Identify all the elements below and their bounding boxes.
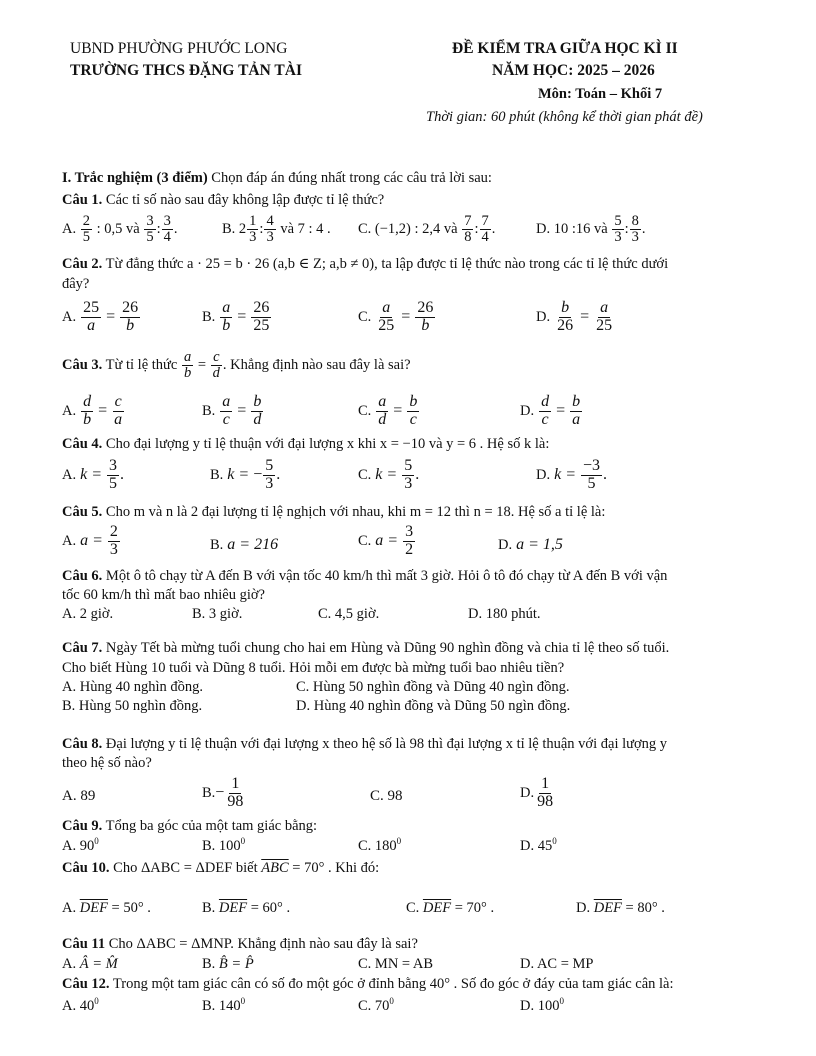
- q2-option-a: A. $\frac{25}{a}$ = $\frac{26}{b}$: [62, 299, 139, 334]
- q7-option-b: B. Hùng 50 nghìn đồng.: [62, 698, 203, 714]
- q8-option-d: D. $\frac{1}{98}$: [520, 775, 554, 810]
- q9-option-a: A. $90^0$: [62, 836, 99, 854]
- header-exam-title: ĐỀ KIỂM TRA GIỮA HỌC KÌ II: [452, 40, 678, 57]
- q11-option-c: C. MN = AB: [358, 956, 434, 972]
- question-8-cont: theo hệ số nào?: [62, 755, 152, 771]
- q8-option-b: B.− $\frac{1}{98}$: [202, 775, 244, 810]
- q1-option-b: B. 2 $\frac{1}{3}$ : $\frac{4}{3}$ và 7 : 4 .: [222, 213, 331, 246]
- q1-option-d: D. 10 :16 và $\frac{5}{3}$ : $\frac{8}{3}$ .: [536, 213, 646, 246]
- q4-option-b: B. k = − $\frac{5}{3}$ .: [210, 457, 281, 492]
- question-4: Câu 4. Cho đại lượng y tỉ lệ thuận với đại lượng x khi x = −10 và y = 6 . Hệ số k là:: [62, 436, 550, 452]
- q3-option-a: A. $\frac{d}{b}$ = $\frac{c}{a}$: [62, 393, 123, 428]
- question-6: Câu 6. Một ô tô chạy từ A đến B với vận tốc 40 km/h thì mất 3 giờ. Hỏi ô tô đó chạy từ A đến B với vận: [62, 568, 668, 584]
- q12-option-b: B. $140^0$: [202, 996, 246, 1014]
- q3-option-c: C. $\frac{a}{d}$ = $\frac{b}{c}$: [358, 393, 418, 428]
- section-heading: I. Trắc nghiệm (3 điểm) Chọn đáp án đúng nhất trong các câu trả lời sau:: [62, 170, 492, 186]
- q4-option-c: C. k = $\frac{5}{3}$ .: [358, 457, 420, 492]
- q3-option-d: D. $\frac{d}{c}$ = $\frac{b}{a}$: [520, 393, 581, 428]
- q4-option-a: A. k = $\frac{3}{5}$ .: [62, 457, 125, 492]
- header-school-year: NĂM HỌC: 2025 – 2026: [492, 62, 655, 79]
- q10-option-b: B. $\overline{DEF} = 60^\circ$ .: [202, 900, 291, 916]
- q10-option-d: D. $\overline{DEF} = 80^\circ$ .: [576, 900, 665, 916]
- q9-option-b: B. $100^0$: [202, 836, 246, 854]
- q10-option-a: A. $\overline{DEF} = 50^\circ$ .: [62, 900, 151, 916]
- q2-option-b: B. $\frac{a}{b}$ = $\frac{26}{25}$: [202, 299, 270, 334]
- question-7-cont: Cho biết Hùng 10 tuổi và Dũng 8 tuổi. Hỏi mỗi em được bà mừng tuổi bao nhiêu tiền?: [62, 660, 565, 676]
- question-2: Câu 2. Từ đẳng thức a · 25 = b · 26 (a,b ∈ Z; a,b ≠ 0), ta lập được tỉ lệ thức nào trong các tỉ lệ thức dưới: [62, 256, 669, 272]
- header-authority: UBND PHƯỜNG PHƯỚC LONG: [70, 40, 288, 57]
- question-10: Câu 10. Cho ΔABC = ΔDEF biết $\overline{ABC} = 70^\circ$ . Khi đó:: [62, 860, 380, 876]
- question-8: Câu 8. Đại lượng y tỉ lệ thuận với đại lượng x theo hệ số là 98 thì đại lượng x tỉ lệ thuận với đại lượng y: [62, 736, 668, 752]
- q12-option-c: C. $70^0$: [358, 996, 394, 1014]
- q6-option-b: B. 3 giờ.: [192, 606, 243, 622]
- q1-option-c: C. (−1,2) : 2,4 và $\frac{7}{8}$ : $\frac{7}{4}$ .: [358, 213, 496, 246]
- header-duration: Thời gian: 60 phút (không kể thời gian phát đề): [426, 109, 703, 125]
- q9-option-d: D. $45^0$: [520, 836, 557, 854]
- q7-option-c: C. Hùng 50 nghìn đồng và Dũng 40 ngìn đồng.: [296, 679, 570, 695]
- question-9: Câu 9. Tổng ba góc của một tam giác bằng:: [62, 818, 318, 834]
- q12-option-a: A. $40^0$: [62, 996, 99, 1014]
- question-3: Câu 3. Từ tỉ lệ thức $\frac{a}{b}$ = $\frac{c}{d}$ . Khẳng định nào sau đây là sai?: [62, 349, 411, 382]
- q2-option-d: D. $\frac{b}{26}$ = $\frac{a}{25}$: [536, 299, 613, 334]
- question-1: Câu 1. Các tỉ số nào sau đây không lập được tỉ lệ thức?: [62, 192, 385, 208]
- q11-option-a: A. Â = M̂: [62, 956, 118, 972]
- q11-option-d: D. AC = MP: [520, 956, 594, 972]
- q4-option-d: D. k = $\frac{-3}{5}$ .: [536, 457, 608, 492]
- q6-option-a: A. 2 giờ.: [62, 606, 114, 622]
- q6-option-d: D. 180 phút.: [468, 606, 541, 622]
- question-12: Câu 12. Trong một tam giác cân có số đo một góc ở đỉnh bằng 40° . Số đo góc ở đáy của tam giác cân là:: [62, 976, 674, 992]
- header-subject: Môn: Toán – Khối 7: [538, 86, 663, 102]
- q10-option-c: C. $\overline{DEF} = 70^\circ$ .: [406, 900, 495, 916]
- question-11: Câu 11 Cho ΔABC = ΔMNP. Khẳng định nào sau đây là sai?: [62, 936, 418, 952]
- q5-option-c: C. a = $\frac{3}{2}$: [358, 523, 414, 558]
- question-6-cont: tốc 60 km/h thì mất bao nhiêu giờ?: [62, 587, 265, 603]
- q5-option-b: B. a = 216: [210, 536, 279, 553]
- q5-option-a: A. a = $\frac{2}{3}$: [62, 523, 118, 558]
- q8-option-c: C. 98: [370, 788, 403, 804]
- q5-option-d: D. a = 1,5: [498, 536, 563, 553]
- q11-option-b: B. B̂ = P̂: [202, 956, 254, 972]
- question-7: Câu 7. Ngày Tết bà mừng tuổi chung cho hai em Hùng và Dũng 90 nghìn đồng và chia tỉ lệ theo số tuổi.: [62, 640, 670, 656]
- question-2-cont: đây?: [62, 276, 90, 292]
- q7-option-d: D. Hùng 40 nghìn đồng và Dũng 50 ngìn đồng.: [296, 698, 571, 714]
- q2-option-c: C. $\frac{a}{25}$ = $\frac{26}{b}$: [358, 299, 434, 334]
- q12-option-d: D. $100^0$: [520, 996, 564, 1014]
- q7-option-a: A. Hùng 40 nghìn đồng.: [62, 679, 203, 695]
- q9-option-c: C. $180^0$: [358, 836, 402, 854]
- q3-option-b: B. $\frac{a}{c}$ = $\frac{b}{d}$: [202, 393, 262, 428]
- q8-option-a: A. 89: [62, 788, 96, 804]
- question-5: Câu 5. Cho m và n là 2 đại lượng tỉ lệ nghịch với nhau, khi m = 12 thì n = 18. Hệ số a tỉ lệ là:: [62, 504, 606, 520]
- header-school: TRƯỜNG THCS ĐẶNG TẢN TÀI: [70, 62, 302, 79]
- q6-option-c: C. 4,5 giờ.: [318, 606, 380, 622]
- q1-option-a: A. $\frac{2}{5}$ : 0,5 và $\frac{3}{5}$ : $\frac{3}{4}$ .: [62, 213, 178, 246]
